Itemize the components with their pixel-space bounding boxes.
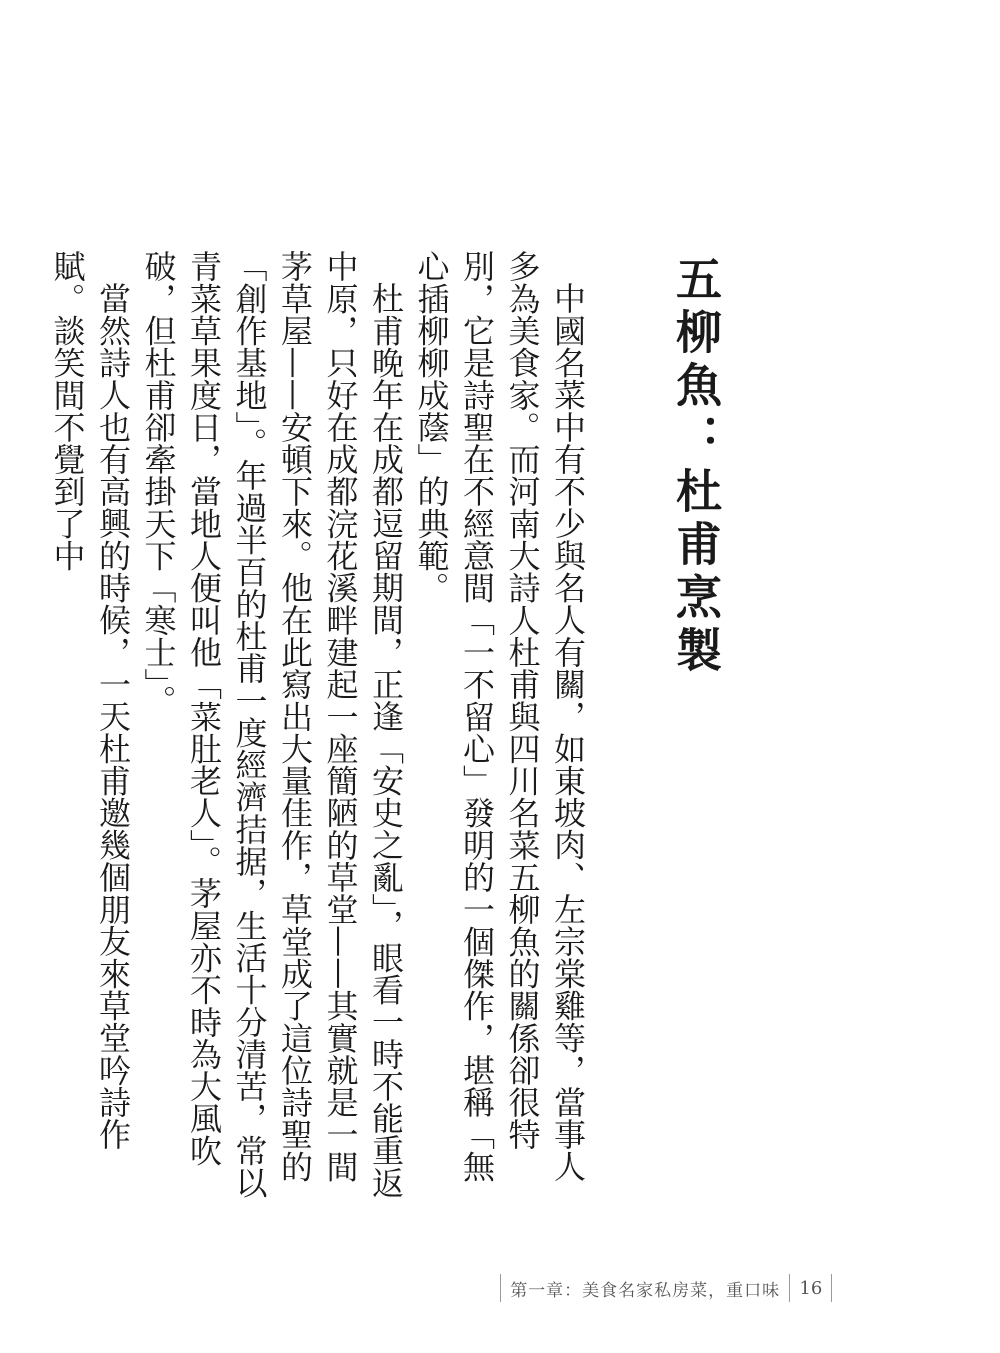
paragraph-2: 杜甫晚年在成都逗留期間，正逢「安史之亂」，眼看一時不能重返中原，只好在成都浣花溪畔建起一座簡陋的草堂——其實就是一間茅草屋——安頓下來。他在此寫出大量佳作，草堂成了這位詩聖的「創作基地」。年過半百的杜甫一度經濟拮据，生活十分清苦，常以青菜草果度日，當地人便叫他「菜肚老人」。茅屋亦不時為大風吹破，但杜甫卻牽掛天下「寒士」。 (139, 250, 405, 1199)
paragraph-3: 當然詩人也有高興的時候，一天杜甫邀幾個朋友來草堂吟詩作賦。談笑間不覺到了中 (48, 250, 132, 1151)
footer-divider-right (831, 1274, 832, 1302)
article-body (48, 250, 590, 1210)
paragraph-1: 中國名菜中有不少與名人有關，如東坡肉、左宗棠雞等，當事人多為美食家。而河南大詩人杜甫與四川名菜五柳魚的關係卻很特別，它是詩聖在不經意間「一不留心」發明的一個傑作，堪稱「無心插柳柳成蔭」的典範。 (412, 250, 587, 1183)
page-number: 16 (799, 1277, 823, 1299)
running-footer (500, 1270, 832, 1306)
footer-chapter-title: 第一章：美食名家私房菜，重口味 (510, 1280, 781, 1301)
article-title: 五柳魚：杜甫烹製 (669, 255, 723, 679)
